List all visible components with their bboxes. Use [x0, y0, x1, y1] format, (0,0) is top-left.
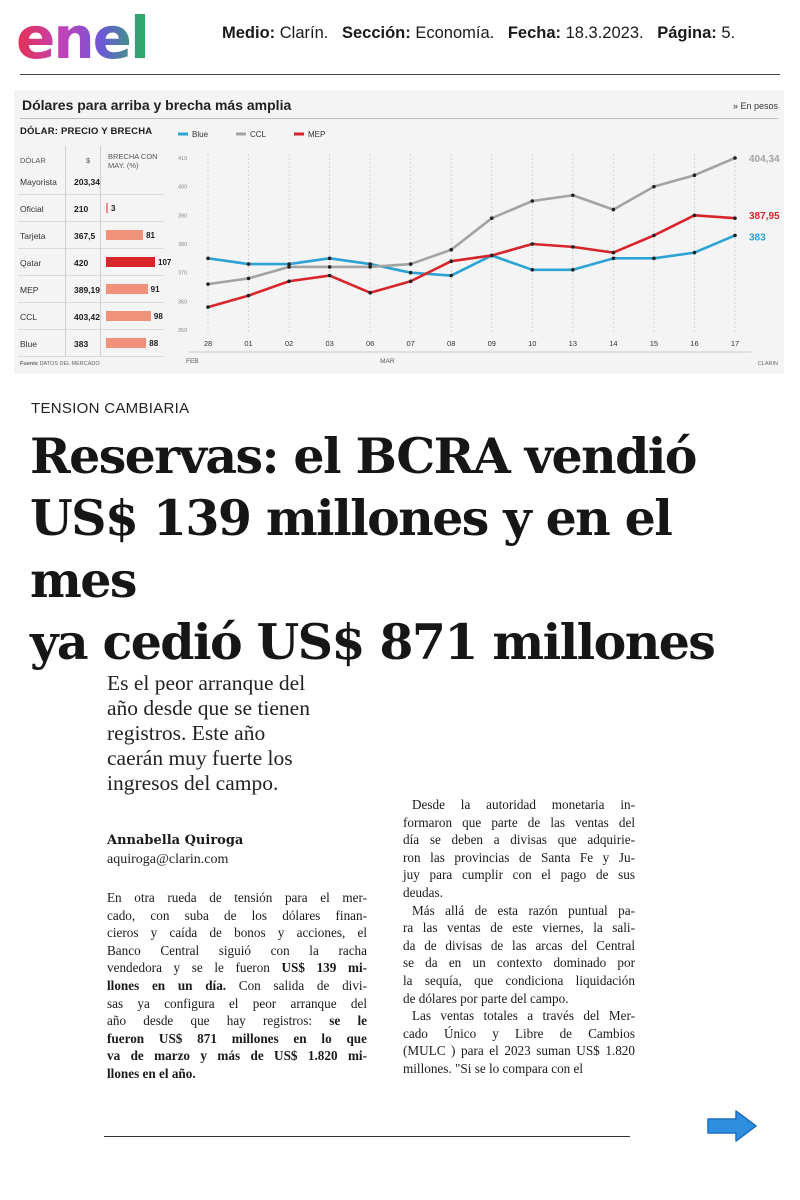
- series-line-mep: [208, 215, 735, 307]
- infographic-note: » En pesos: [732, 101, 778, 111]
- gap-bar: [106, 257, 155, 267]
- body-line: cado Único y Libre de Cambios: [403, 1025, 635, 1041]
- body-line: deudas.: [403, 884, 443, 900]
- deck-line: ingresos del campo.: [107, 771, 279, 795]
- table-row: [18, 168, 164, 195]
- deck-line: año desde que se tienen: [107, 696, 310, 720]
- paragraph: [403, 796, 635, 902]
- seccion-value: Economía.: [415, 24, 495, 42]
- medio-value: Clarín.: [279, 24, 329, 42]
- data-point: [328, 274, 332, 278]
- data-point: [531, 242, 535, 246]
- series-line-blue: [208, 235, 735, 275]
- row-price: 420: [74, 258, 89, 268]
- body-line: cado, con suba de los dólares finan-: [107, 907, 367, 923]
- gap-value: 107: [158, 258, 172, 267]
- body-line: Banco Central siguió con la racha: [107, 942, 367, 958]
- row-divider: [18, 356, 164, 357]
- gap-value: 81: [146, 231, 155, 240]
- data-point: [287, 265, 291, 269]
- body-line: juy para cumplir con el pago de sus: [403, 867, 635, 883]
- gap-bar: [106, 230, 143, 240]
- data-point: [571, 268, 575, 272]
- data-point: [733, 234, 737, 238]
- svg-text:enel: enel: [16, 4, 148, 72]
- body-line: Más allá de esta razón puntual pa-: [412, 902, 635, 918]
- data-point: [247, 277, 251, 281]
- table-row: [18, 249, 172, 276]
- y-tick-label: 380: [178, 242, 188, 248]
- row-price: 210: [74, 204, 89, 214]
- body-line: día se deben a divisas que adquirie-: [403, 832, 635, 848]
- author-name: Annabella Quiroga: [107, 833, 244, 848]
- headline-line: ya cedió US$ 871 millones: [30, 613, 715, 671]
- headline-line: US$ 139 millones y en el mes: [30, 489, 672, 609]
- headline-line: Reservas: el BCRA vendió: [30, 427, 696, 485]
- data-point: [612, 257, 616, 261]
- body-line: [107, 959, 367, 977]
- data-point: [409, 262, 413, 266]
- body-line: [107, 977, 367, 995]
- body-text: vendedora y se le fueron: [107, 960, 282, 976]
- data-point: [490, 216, 494, 220]
- data-point: [652, 257, 656, 261]
- y-tick-label: 410: [178, 156, 188, 162]
- y-tick-label: 360: [178, 299, 188, 306]
- gap-bar: [106, 338, 146, 348]
- header-divider: [20, 74, 780, 75]
- x-group-label: FEB: [186, 358, 199, 365]
- data-point: [247, 262, 251, 266]
- paragraph: [403, 1007, 635, 1077]
- x-tick-label: 06: [365, 339, 375, 348]
- row-price: 403,42: [74, 312, 100, 322]
- infographic-title: Dólares para arriba y brecha más amplia: [22, 97, 292, 113]
- x-tick-label: 09: [487, 339, 496, 348]
- data-point: [490, 254, 494, 258]
- body-line: [107, 1047, 367, 1065]
- table-row: [18, 195, 164, 222]
- dollar-infographic: [14, 90, 784, 374]
- column-header-gap: BRECHA CON MAY. (%): [108, 152, 158, 170]
- gap-bar: [106, 311, 151, 321]
- x-tick-label: 02: [284, 339, 294, 348]
- x-tick-label: 03: [325, 339, 334, 348]
- author-email[interactable]: aquiroga@clarin.com: [107, 852, 229, 867]
- next-page-arrow-icon[interactable]: [706, 1108, 758, 1144]
- table-row: [18, 276, 164, 303]
- data-point: [449, 248, 453, 252]
- table-column-divider: [65, 146, 66, 356]
- chart-credit: CLARIN: [757, 361, 778, 367]
- legend-label: Blue: [192, 130, 209, 139]
- body-line: da de divisas de las arcas del Central: [403, 937, 635, 953]
- y-tick-label: 390: [178, 213, 188, 220]
- row-price: 367,5: [74, 231, 96, 241]
- data-point: [693, 251, 697, 255]
- deck-line: registros. Este año: [107, 721, 266, 745]
- data-point: [652, 185, 656, 189]
- data-point: [328, 257, 332, 261]
- row-label: Blue: [20, 339, 38, 349]
- table-column-divider: [100, 146, 101, 356]
- body-line: de dólares por parte del campo.: [403, 990, 569, 1006]
- body-line: cieros y caída de bonos y acciones, el: [107, 925, 367, 941]
- body-line: [107, 1065, 367, 1083]
- body-line: ra las ventas de este viernes, la sali-: [403, 920, 635, 936]
- enel-logo: [16, 4, 181, 72]
- data-point: [368, 265, 372, 269]
- series-end-label: 404,34: [749, 154, 780, 165]
- source-label: Fuente: [20, 361, 39, 367]
- data-point: [693, 214, 697, 218]
- data-point: [612, 208, 616, 212]
- table-row: [18, 330, 164, 357]
- data-point: [409, 279, 413, 283]
- table-title: DÓLAR: PRECIO Y BRECHA: [20, 126, 153, 137]
- body-bold-text: US$ 139 mi-: [281, 960, 367, 976]
- body-bold-text: va de marzo y más de US$ 1.820 mi-: [107, 1048, 367, 1064]
- data-point: [247, 294, 251, 298]
- column-header-dolar: DÓLAR: [20, 156, 46, 165]
- column-header-price: $: [86, 156, 91, 165]
- data-point: [652, 234, 656, 238]
- source-text: DATOS DEL MERCADO: [39, 361, 100, 367]
- x-tick-label: 01: [244, 339, 253, 348]
- data-point: [612, 251, 616, 255]
- row-label: Tarjeta: [20, 231, 46, 241]
- fecha-value: 18.3.2023.: [565, 24, 644, 42]
- gap-value: 3: [111, 204, 116, 213]
- pagina-value: 5.: [721, 24, 736, 42]
- article-column-1: [107, 889, 367, 1083]
- data-point: [206, 305, 210, 309]
- y-tick-label: 400: [178, 184, 188, 191]
- article-column-2: [403, 796, 635, 1078]
- row-label: MEP: [20, 285, 39, 295]
- deck-line: caerán muy fuerte los: [107, 746, 293, 770]
- x-tick-label: 14: [609, 339, 618, 348]
- y-tick-label: 370: [178, 270, 188, 277]
- gap-bar: [106, 203, 108, 213]
- data-point: [733, 216, 737, 220]
- body-line: ron las provincias de Santa Fe y Ju-: [403, 849, 635, 865]
- body-line: Desde la autoridad monetaria in-: [412, 797, 635, 812]
- article-kicker: TENSION CAMBIARIA: [31, 400, 190, 417]
- data-point: [693, 173, 697, 177]
- x-tick-label: 16: [690, 339, 699, 348]
- article-headline: [30, 425, 790, 673]
- gap-value: 88: [149, 339, 159, 348]
- article-deck: [107, 671, 352, 796]
- deck-line: Es el peor arranque del: [107, 671, 306, 695]
- x-tick-label: 08: [447, 339, 456, 348]
- body-line: (MULC ) para el 2023 suman US$ 1.820: [403, 1043, 635, 1059]
- source-metadata: [222, 24, 735, 43]
- x-tick-label: 10: [528, 339, 537, 348]
- data-point: [368, 291, 372, 295]
- body-line: la sequía, que condiciona liquidación: [403, 972, 635, 988]
- data-point: [571, 193, 575, 197]
- data-point: [206, 257, 210, 261]
- data-point: [206, 282, 210, 286]
- row-price: 389,19: [74, 285, 100, 295]
- medio-label: Medio:: [222, 24, 276, 42]
- row-label: Mayorista: [20, 177, 57, 187]
- seccion-label: Sección:: [341, 24, 411, 42]
- row-label: CCL: [20, 312, 38, 322]
- row-price: 383: [74, 339, 89, 349]
- fecha-label: Fecha:: [507, 24, 561, 42]
- x-group-label: MAR: [380, 358, 395, 365]
- legend-label: CCL: [250, 130, 267, 139]
- gap-value: 91: [150, 285, 160, 294]
- x-tick-label: 13: [568, 339, 578, 348]
- data-point: [449, 259, 453, 263]
- body-text: año desde que hay registros:: [107, 1013, 330, 1029]
- body-line: En otra rueda de tensión para el mer-: [107, 890, 367, 905]
- pagina-label: Página:: [657, 24, 717, 42]
- x-tick-label: 15: [649, 339, 659, 348]
- infographic-divider: [20, 118, 778, 119]
- footer-divider: [104, 1136, 630, 1137]
- body-bold-text: se le: [329, 1013, 367, 1029]
- body-line: se da en un contexto dominado por: [403, 955, 635, 971]
- data-point: [571, 245, 575, 249]
- body-line: Las ventas totales a través del Mer-: [412, 1008, 635, 1024]
- legend-label: MEP: [308, 130, 326, 139]
- data-point: [287, 279, 291, 283]
- gap-value: 98: [153, 312, 163, 321]
- body-line: millones. "Si se lo compara con el: [403, 1060, 584, 1076]
- body-line: [107, 1030, 367, 1048]
- body-bold-text: llones en el año.: [107, 1065, 196, 1081]
- body-bold-text: fueron US$ 871 millones en lo que: [107, 1030, 367, 1046]
- body-line: sas ya configura el peor arranque del: [107, 995, 367, 1011]
- body-text: Con salida de divi-: [226, 977, 367, 993]
- body-line: formaron que parte de las ventas del: [403, 814, 635, 830]
- x-tick-label: 28: [203, 339, 213, 348]
- gap-bar: [106, 284, 148, 294]
- data-point: [531, 199, 535, 203]
- paragraph: [403, 902, 635, 1008]
- x-tick-label: 17: [730, 339, 740, 348]
- data-point: [531, 268, 535, 272]
- body-line: [107, 1012, 367, 1030]
- chart-source: [20, 361, 100, 367]
- data-point: [409, 271, 413, 275]
- data-point: [328, 265, 332, 269]
- data-point: [733, 156, 737, 160]
- row-label: Qatar: [20, 258, 42, 268]
- row-label: Oficial: [20, 204, 44, 214]
- row-price: 203,34: [74, 177, 100, 187]
- y-tick-label: 350: [178, 328, 188, 334]
- body-bold-text: llones en un día.: [107, 977, 227, 993]
- series-end-label: 387,95: [749, 211, 780, 223]
- x-tick-label: 07: [406, 339, 415, 348]
- data-point: [449, 274, 453, 278]
- table-row: [18, 222, 164, 249]
- table-row: [18, 303, 164, 330]
- series-end-label: 383: [749, 232, 766, 244]
